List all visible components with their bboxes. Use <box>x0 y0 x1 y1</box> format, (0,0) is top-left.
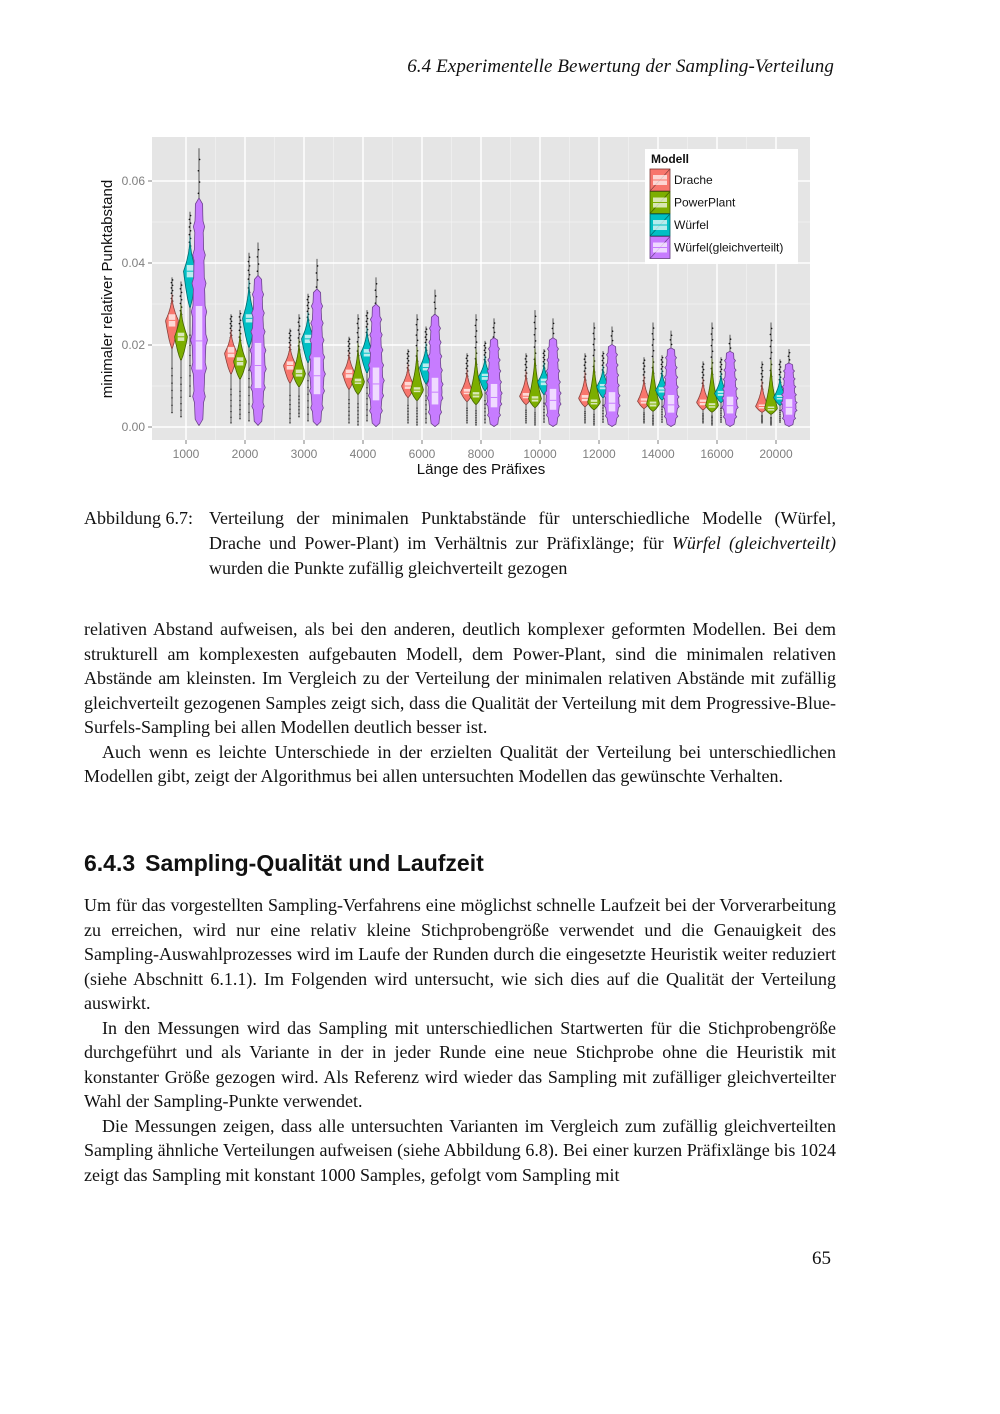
body-text-lower <box>84 893 836 1187</box>
x-tick-label: 10000 <box>523 447 557 461</box>
section-number: 6.4.3 <box>84 850 136 876</box>
caption-italic: Würfel (gleichverteilt) <box>671 533 837 553</box>
x-axis-title: Länge des Präfixes <box>416 461 546 478</box>
caption-text-part: wurden die Punkte zufällig gleichverteilt gezogen <box>209 558 568 578</box>
paragraph: Die Messungen zeigen, dass alle untersuchten Varianten im Vergleich zum zufällig gleichverteilten Sampling ähnliche Verteilungen aufweisen (siehe Abbildung 6.8). Bei einer kurzen Präfixlänge bis 1024 zeigt das Sampling mit konstant 1000 Samples, gefolgt vom Sampling mit <box>84 1115 836 1185</box>
y-tick-label: 0.00 <box>121 420 145 434</box>
x-tick-label: 2000 <box>231 447 259 461</box>
page-number: 65 <box>812 1248 831 1269</box>
legend-label: PowerPlant <box>674 195 736 210</box>
caption-text-part: Verteilung der minimalen Punktabstände für unterschiedliche Modelle (Würfel, Drache und Power-Plant) im Verhältnis zur Präfixlänge; für <box>209 508 836 553</box>
x-tick-label: 14000 <box>641 447 675 461</box>
x-tick-label: 12000 <box>582 447 616 461</box>
legend <box>645 149 798 264</box>
paragraph: relativen Abstand aufweisen, als bei den anderen, deutlich komplexer geformten Modellen. Bei dem strukturell am komplexesten aufgebauten Modell, dem Power-Plant, sind die minimalen relativen Abstände am kleinsten. Im Vergleich zu der Verteilung der minimalen relativen Abstände mit zufällig gleichverteilt gezogenen Samples zeigt sich, dass die Qualität der Verteilung mit dem Progressive-Blue-Surfels-Sampling bei allen Modellen deutlich besser ist. <box>84 619 836 737</box>
section-title: Sampling-Qualität und Laufzeit <box>145 850 484 876</box>
y-tick-label: 0.02 <box>121 338 145 352</box>
body-text-upper <box>84 617 836 789</box>
section-heading <box>84 850 484 877</box>
y-axis-title: minimaler relativer Punktabstand <box>99 179 116 399</box>
legend-label: Würfel(gleichverteilt) <box>674 240 784 255</box>
x-axis <box>173 440 793 461</box>
paragraph: Um für das vorgestellten Sampling-Verfahrens eine möglichst schnelle Laufzeit bei der Vorverarbeitung zu erreichen, wird nur eine relativ kleine Stichprobengröße verwendet und die Genauigkeit des Sampling-Auswahlprozesses wird im Laufe der Runden durch die eingesetzte Heuristik weiter reduziert (siehe Abschnitt 6.1.1). Im Folgenden wird untersucht, wie sich dies auf die Qualität der Verteilung auswirkt. <box>84 895 836 1013</box>
running-head: 6.4 Experimentelle Bewertung der Sampling-Verteilung <box>407 56 834 77</box>
x-tick-label: 3000 <box>290 447 318 461</box>
figure-caption <box>84 506 836 581</box>
x-tick-label: 1000 <box>172 447 200 461</box>
legend-label: Würfel <box>674 218 709 232</box>
y-tick-label: 0.04 <box>121 256 145 270</box>
x-tick-label: 16000 <box>700 447 734 461</box>
paragraph: In den Messungen wird das Sampling mit unterschiedlichen Startwerten für die Stichprobengröße durchgeführt und als Variante in der in jeder Runde eine neue Stichprobe ohne die Heuristik mit konstanter Größe gezogen wird. Als Referenz wird wieder das Sampling mit zufälliger gleichverteilter Wahl der Sampling-Punkte verwendet. <box>84 1017 836 1111</box>
x-tick-label: 6000 <box>408 447 436 461</box>
figure-violin-chart <box>96 130 826 485</box>
legend-label: Drache <box>674 173 713 187</box>
x-tick-label: 20000 <box>759 447 793 461</box>
legend-title: Modell <box>651 152 689 166</box>
y-tick-label: 0.06 <box>121 174 145 188</box>
caption-label: Abbildung 6.7: <box>84 508 194 528</box>
x-tick-label: 4000 <box>349 447 377 461</box>
x-tick-label: 8000 <box>467 447 495 461</box>
caption-text <box>209 506 836 581</box>
y-axis <box>122 174 152 434</box>
paragraph: Auch wenn es leichte Unterschiede in der erzielten Qualität der Verteilung bei unterschiedlichen Modellen gibt, zeigt der Algorithmus bei allen untersuchten Modellen das gewünschte Verhalten. <box>84 741 836 786</box>
violin-chart <box>96 130 826 485</box>
